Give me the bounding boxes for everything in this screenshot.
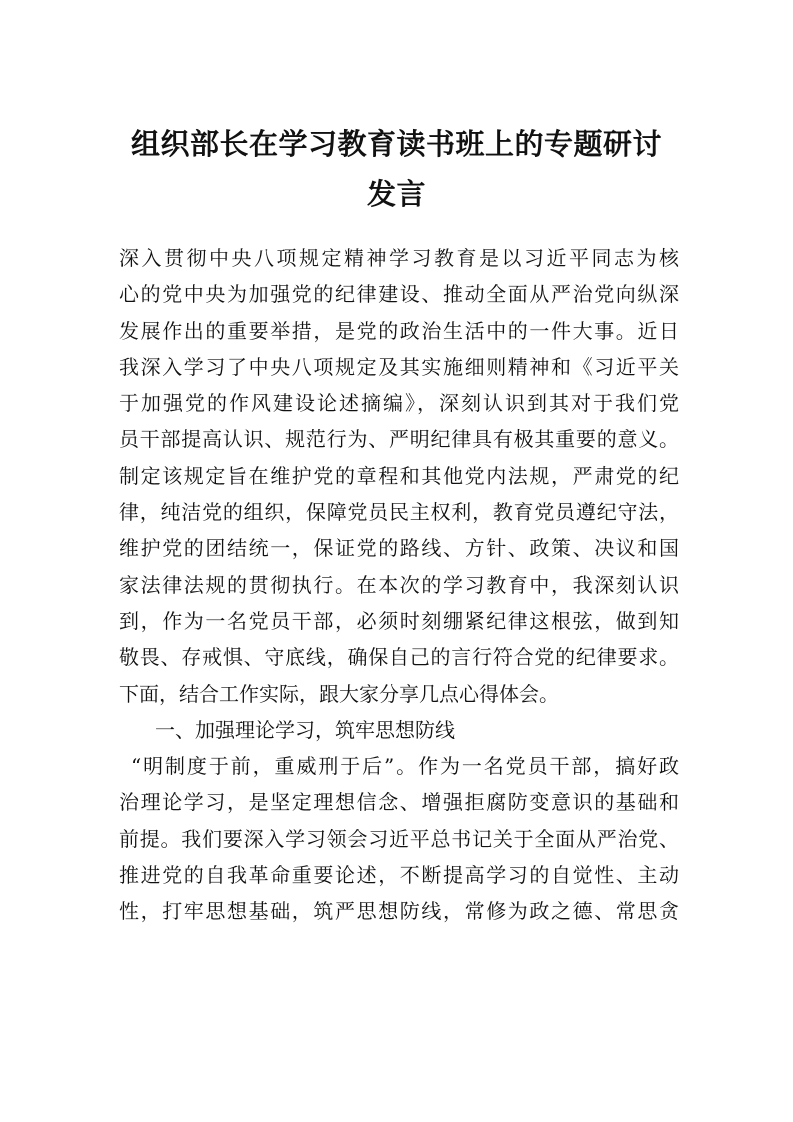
document-title-line-1: 组织部长在学习教育读书班上的专题研讨 — [130, 127, 662, 161]
body-line: 家法律法规的贯彻执行。在本次的学习教育中，我深刻认识 — [119, 572, 679, 597]
body-line: 推进党的自我革命重要论述，不断提高学习的自觉性、主动 — [119, 863, 679, 888]
body-line: 敬畏、存戒惧、守底线，确保自己的言行符合党的纪律要求。 — [119, 645, 679, 670]
body-line: 心的党中央为加强党的纪律建设、推动全面从严治党向纵深 — [119, 282, 679, 307]
section-heading: 一、加强理论学习，筑牢思想防线 — [155, 717, 455, 742]
body-line: 发展作出的重要举措，是党的政治生活中的一件大事。近日 — [119, 318, 679, 343]
body-line: 制定该规定旨在维护党的章程和其他党内法规，严肃党的纪 — [119, 463, 679, 488]
body-line: 维护党的团结统一，保证党的路线、方针、政策、决议和国 — [119, 536, 679, 561]
body-line: 到，作为一名党员干部，必须时刻绷紧纪律这根弦，做到知 — [119, 608, 679, 633]
body-line: “明制度于前，重威刑于后”。作为一名党员干部，搞好政 — [131, 754, 679, 779]
body-line: 深入贯彻中央八项规定精神学习教育是以习近平同志为核 — [119, 246, 679, 270]
body-line: 员干部提高认识、规范行为、严明纪律具有极其重要的意义。 — [119, 427, 679, 452]
document-body — [119, 240, 679, 930]
body-line: 下面，结合工作实际，跟大家分享几点心得体会。 — [119, 681, 559, 706]
body-line: 我深入学习了中央八项规定及其实施细则精神和《习近平关 — [119, 354, 679, 379]
document-title-line-2: 发言 — [366, 177, 426, 211]
body-line: 治理论学习，是坚定理想信念、增强拒腐防变意识的基础和 — [119, 790, 679, 815]
body-line: 于加强党的作风建设论述摘编》，深刻认识到其对于我们党 — [119, 391, 679, 416]
body-line: 性，打牢思想基础，筑严思想防线，常修为政之德、常思贪 — [119, 899, 679, 924]
body-line: 律，纯洁党的组织，保障党员民主权利，教育党员遵纪守法， — [119, 500, 679, 525]
body-line: 前提。我们要深入学习领会习近平总书记关于全面从严治党、 — [119, 826, 679, 851]
